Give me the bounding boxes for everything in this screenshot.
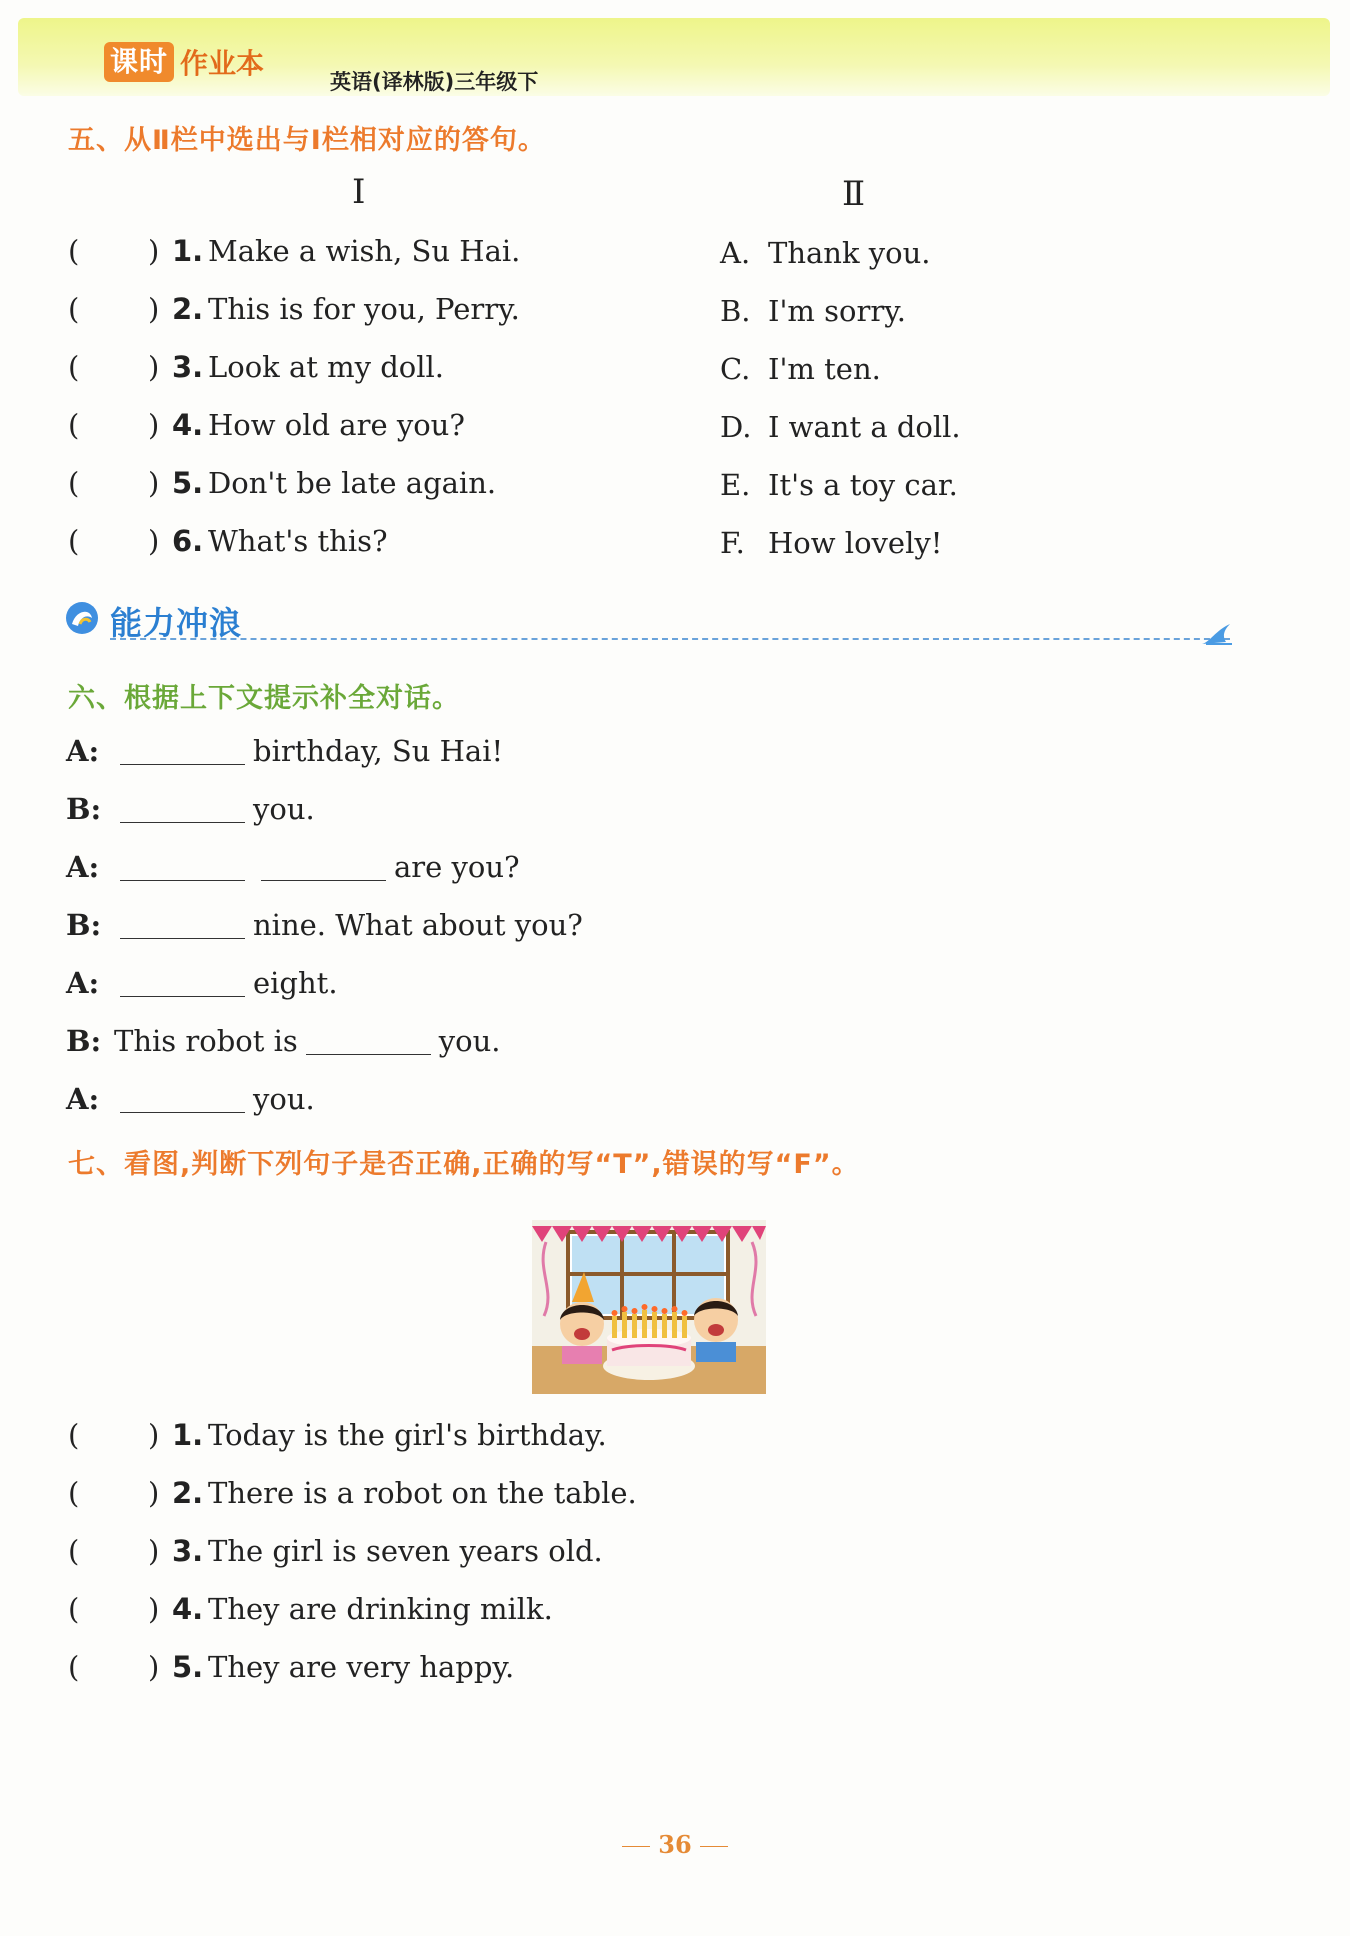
dialogue-line-7: A: you. xyxy=(66,1082,315,1116)
dialogue-line-6: B: This robot is you. xyxy=(66,1024,501,1058)
page-number: 36 xyxy=(0,1830,1350,1859)
banner-divider xyxy=(110,638,1230,640)
wave-swirl-icon xyxy=(64,600,100,636)
item-number: 1. xyxy=(172,234,204,268)
answer-option-e: E. It's a toy car. xyxy=(720,468,958,502)
answer-blank[interactable] xyxy=(120,1086,245,1113)
item-text: Look at my doll. xyxy=(208,350,445,384)
item-number: 5. xyxy=(172,1650,204,1684)
item-text: Today is the girl's birthday. xyxy=(208,1418,607,1452)
logo-rest-text: 作业本 xyxy=(180,47,265,80)
ability-banner xyxy=(64,600,1234,640)
item-text: There is a robot on the table. xyxy=(208,1476,637,1510)
column2-heading: Ⅱ xyxy=(842,174,866,214)
item-number: 2. xyxy=(172,1476,204,1510)
item-text: They are drinking milk. xyxy=(208,1592,553,1626)
answer-option-a: A. Thank you. xyxy=(720,236,931,270)
column1-heading: Ⅰ xyxy=(352,172,366,212)
banner-label: 能力冲浪 xyxy=(110,604,243,642)
item-number: 2. xyxy=(172,292,204,326)
surf-wave-icon xyxy=(1200,620,1234,646)
dialogue-line-2: B: you. xyxy=(66,792,315,826)
item-text: They are very happy. xyxy=(208,1650,515,1684)
section5-title: 五、从Ⅱ栏中选出与Ⅰ栏相对应的答句。 xyxy=(68,125,546,156)
birthday-party-illustration xyxy=(532,1220,766,1394)
answer-option-d: D. I want a doll. xyxy=(720,410,961,444)
answer-blank[interactable] xyxy=(120,796,245,823)
header-band xyxy=(18,18,1330,96)
item-text: This is for you, Perry. xyxy=(208,292,520,326)
answer-option-b: B. I'm sorry. xyxy=(720,294,906,328)
answer-blank[interactable] xyxy=(120,912,245,939)
item-text: Make a wish, Su Hai. xyxy=(208,234,521,268)
item-text: The girl is seven years old. xyxy=(208,1534,603,1568)
book-subtitle: 英语(译林版)三年级下 xyxy=(330,70,539,94)
dialogue-line-5: A: eight. xyxy=(66,966,338,1000)
item-number: 1. xyxy=(172,1418,204,1452)
item-number: 4. xyxy=(172,1592,204,1626)
logo-box-text: 课时 xyxy=(104,42,174,82)
section6-title: 六、根据上下文提示补全对话。 xyxy=(68,683,460,714)
answer-blank[interactable] xyxy=(120,738,245,765)
item-number: 3. xyxy=(172,350,204,384)
worksheet-page: 课时 作业本 英语(译林版)三年级下 五、从Ⅱ栏中选出与Ⅰ栏相对应的答句。 Ⅰ Ⅱ ( ) 1. Make a wish, Su Hai. ( ) 2. This is for you, Perry. ( ) 3. Look at my doll. ( ) 4. How old are you? ( ) 5. Don't be late again. ( ) 6. What's this? A. Thank you. B. I'm sorry. C. I'm ten. D. I want a doll. E. It's a toy car. F. How lovely! 能力冲浪 六、根据上下文提示补全对话。 A: birthday, Su Hai! B: you. A: are you? B: nine. What about you? A: eight. B: This robot is you. A: you. 七、看图,判断下列句子是否正确,正确的写“T”,错误的写“F”。 ( ) 1. Today is the girl's birthday. ( ) 2. There is a robot on the table. ( ) 3. The girl is seven years old. ( ) 4. They are drinking milk. ( ) 5. They are very happy. 36 xyxy=(0,0,1350,1936)
item-text: How old are you? xyxy=(208,408,465,442)
answer-blank[interactable] xyxy=(261,854,386,881)
item-text: Don't be late again. xyxy=(208,466,497,500)
dialogue-line-3: A: are you? xyxy=(66,850,520,884)
logo xyxy=(104,42,264,82)
item-text: What's this? xyxy=(208,524,388,558)
item-number: 4. xyxy=(172,408,204,442)
answer-option-c: C. I'm ten. xyxy=(720,352,881,386)
item-number: 3. xyxy=(172,1534,204,1568)
dialogue-line-4: B: nine. What about you? xyxy=(66,908,583,942)
answer-blank[interactable] xyxy=(120,854,245,881)
answer-blank[interactable] xyxy=(120,970,245,997)
item-number: 5. xyxy=(172,466,204,500)
dialogue-line-1: A: birthday, Su Hai! xyxy=(66,734,504,768)
item-number: 6. xyxy=(172,524,204,558)
answer-blank[interactable] xyxy=(306,1028,431,1055)
answer-option-f: F. How lovely! xyxy=(720,526,943,560)
section7-title: 七、看图,判断下列句子是否正确,正确的写“T”,错误的写“F”。 xyxy=(68,1149,860,1180)
